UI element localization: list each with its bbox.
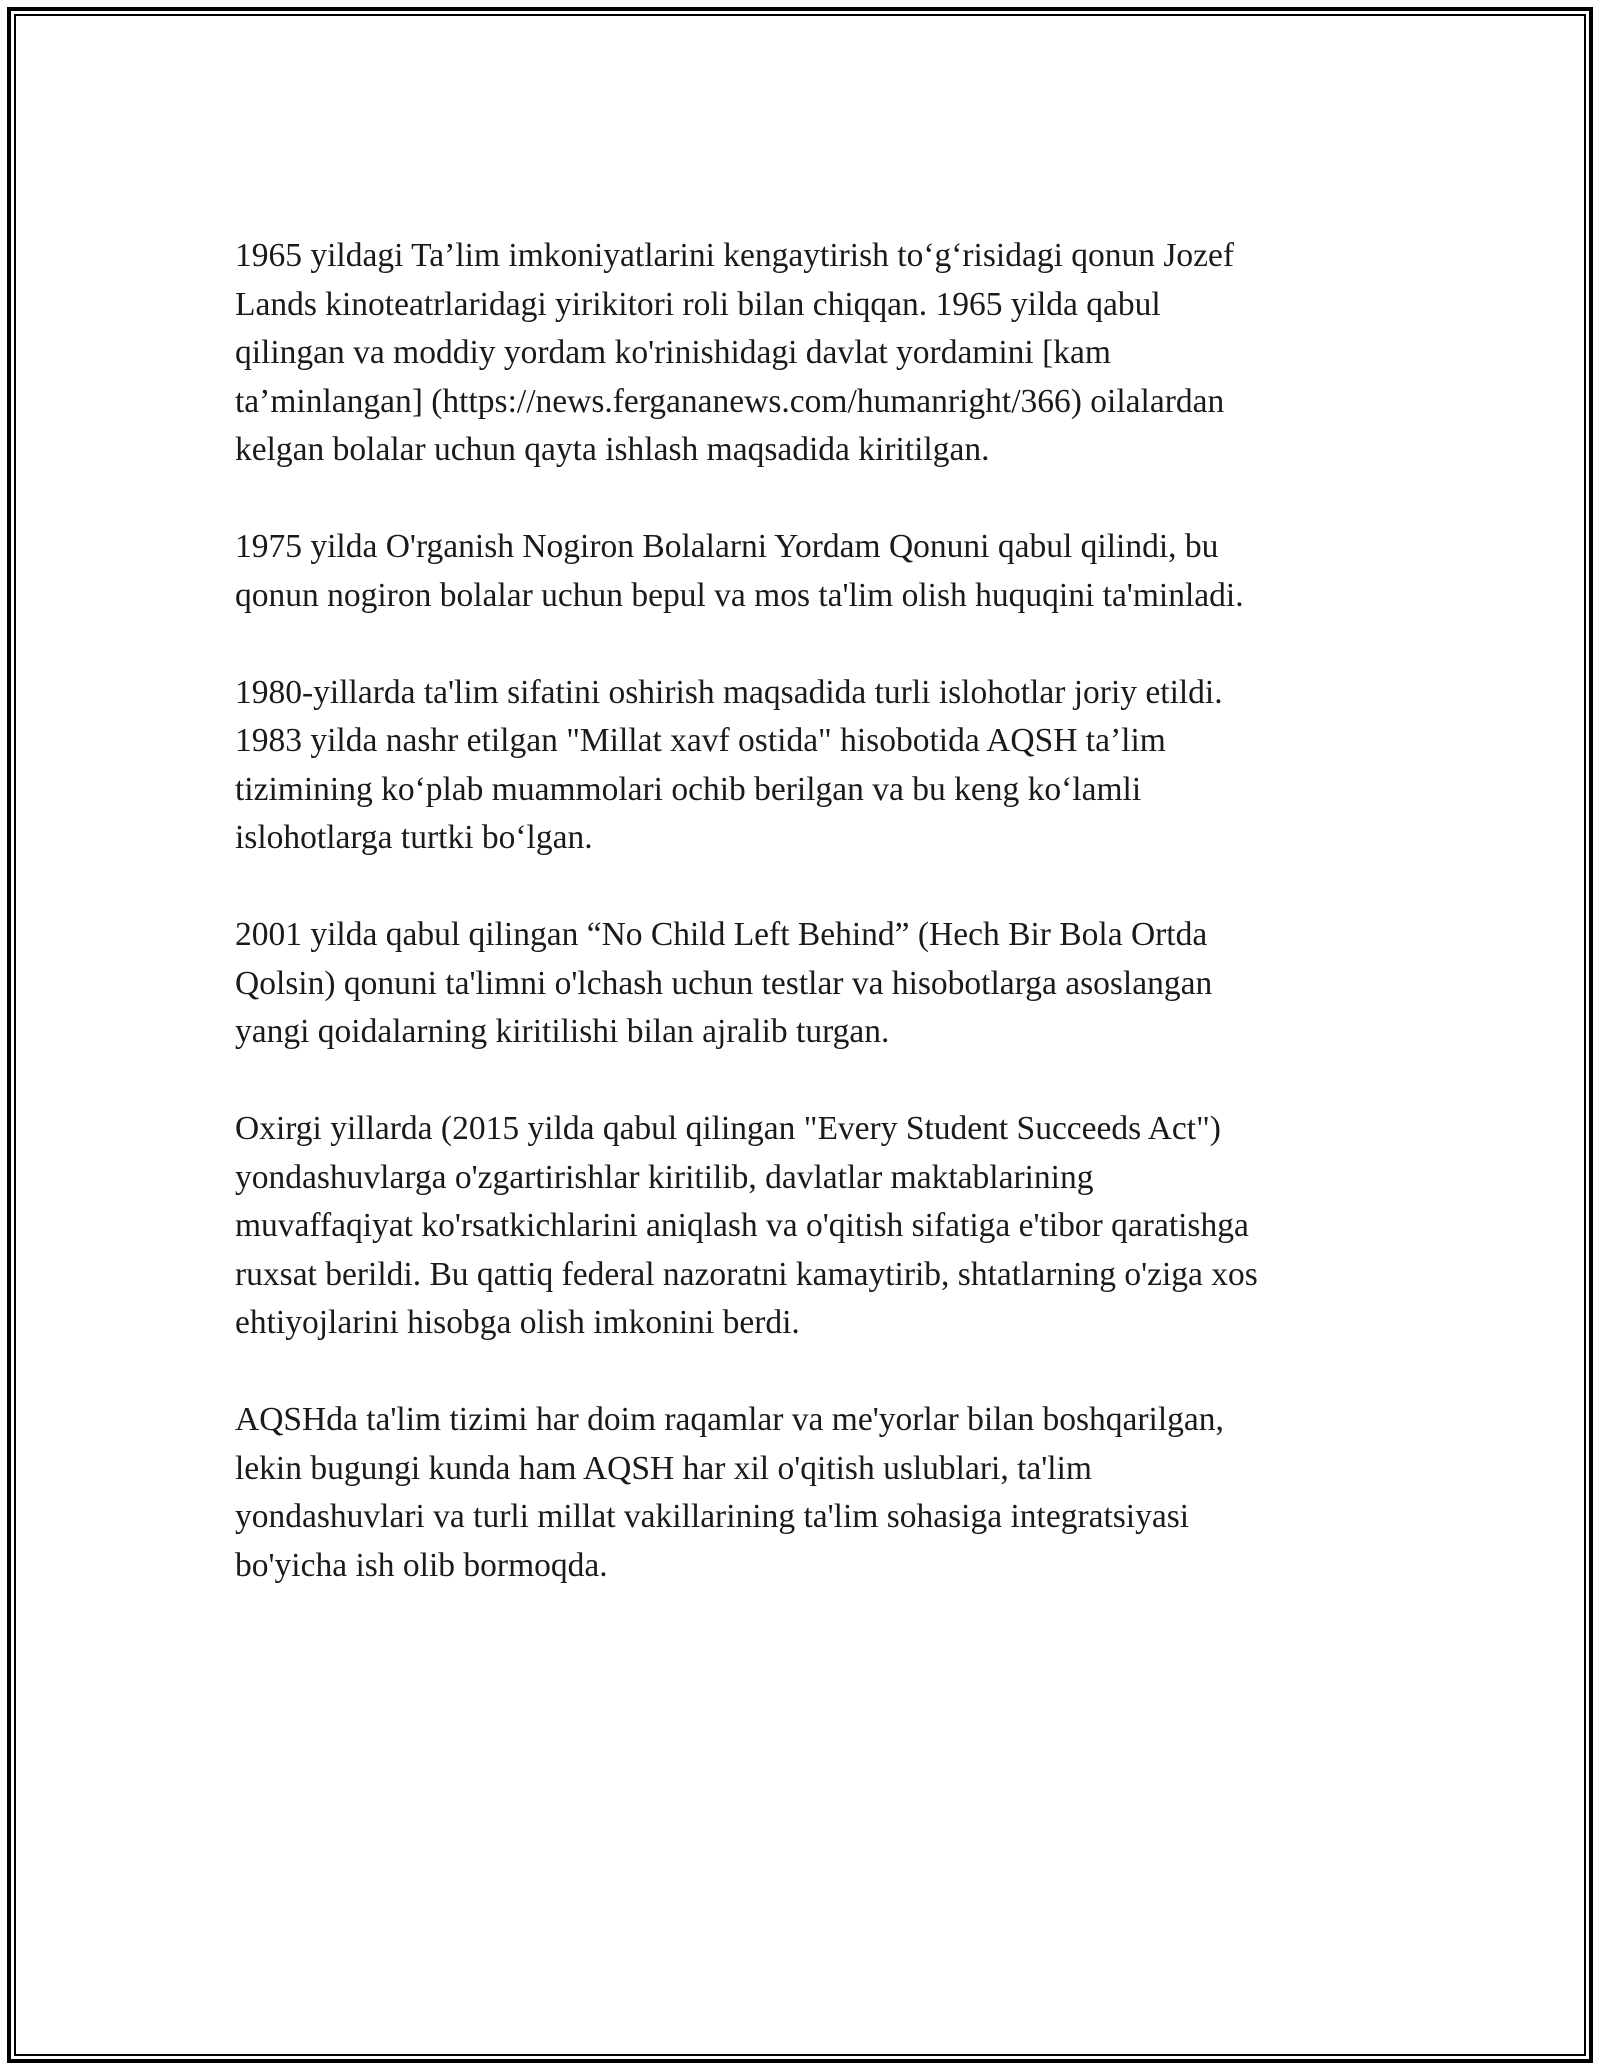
paragraph-us-education-today xyxy=(235,1396,1375,1590)
text-line: muvaffaqiyat ko'rsatkichlarini aniqlash va o'qitish sifatiga e'tibor qaratishga xyxy=(235,1207,1249,1244)
text-line: AQSHda ta'lim tizimi har doim raqamlar va me'yorlar bilan boshqarilgan, xyxy=(235,1401,1224,1438)
text-line: ta’minlangan] (https://news.fergananews.com/humanright/366) oilalardan xyxy=(235,382,1225,420)
paragraph-1965-education-act xyxy=(235,232,1375,475)
text-line: islohotlarga turtki bo‘lgan. xyxy=(235,819,593,856)
text-line: yondashuvlari va turli millat vakillarining ta'lim sohasiga integratsiyasi xyxy=(235,1498,1190,1535)
paragraph-2015-every-student-succeeds xyxy=(235,1105,1375,1348)
text-line: bo'yicha ish olib bormoqda. xyxy=(235,1546,608,1584)
text-line: ruxsat berildi. Bu qattiq federal nazoratni kamaytirib, shtatlarning o'ziga xos xyxy=(235,1255,1258,1293)
text-line: 1975 yilda O'rganish Nogiron Bolalarni Yordam Qonuni qabul qilindi, bu xyxy=(235,528,1219,565)
text-line: kelgan bolalar uchun qayta ishlash maqsadida kiritilgan. xyxy=(235,431,990,468)
text-line: 1980-yillarda ta'lim sifatini oshirish maqsadida turli islohotlar joriy etildi. xyxy=(235,673,1223,711)
text-line: yangi qoidalarning kiritilishi bilan ajralib turgan. xyxy=(235,1013,890,1050)
text-line: qonun nogiron bolalar uchun bepul va mos ta'lim olish huquqini ta'minladi. xyxy=(235,576,1244,614)
text-line: ehtiyojlarini hisobga olish imkonini berdi. xyxy=(235,1304,800,1341)
text-line: 2001 yilda qabul qilingan “No Child Left Behind” (Hech Bir Bola Ortda xyxy=(235,916,1208,953)
text-line: yondashuvlarga o'zgartirishlar kiritilib, davlatlar maktablarining xyxy=(235,1158,1094,1196)
paragraph-2001-no-child-left-behind xyxy=(235,911,1375,1057)
text-line: qilingan va moddiy yordam ko'rinishidagi davlat yordamini [kam xyxy=(235,334,1111,371)
text-line: 1965 yildagi Ta’lim imkoniyatlarini kengaytirish to‘g‘risidagi qonun Jozef xyxy=(235,237,1235,274)
text-line: Qolsin) qonuni ta'limni o'lchash uchun testlar va hisobotlarga asoslangan xyxy=(235,964,1213,1002)
document-body xyxy=(235,232,1375,1639)
text-line: Oxirgi yillarda (2015 yilda qabul qilingan "Every Student Succeeds Act") xyxy=(235,1110,1221,1147)
text-line: lekin bugungi kunda ham AQSH har xil o'qitish uslublari, ta'lim xyxy=(235,1449,1092,1487)
paragraph-1980s-reforms xyxy=(235,669,1375,863)
paragraph-1975-disability-act xyxy=(235,523,1375,620)
text-line: tizimining ko‘plab muammolari ochib berilgan va bu keng ko‘lamli xyxy=(235,770,1142,808)
text-line: 1983 yilda nashr etilgan "Millat xavf ostida" hisobotida AQSH ta’lim xyxy=(235,722,1166,759)
text-line: Lands kinoteatrlaridagi yirikitori roli bilan chiqqan. 1965 yilda qabul xyxy=(235,285,1161,323)
